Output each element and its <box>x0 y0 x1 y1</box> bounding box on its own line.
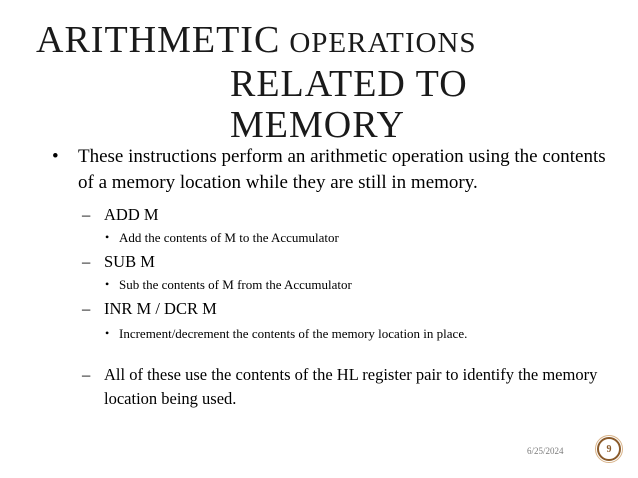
slide-title <box>36 20 477 146</box>
title-line-1 <box>36 20 477 64</box>
sub-sub-bullet-sub-desc-text: Sub the contents of M from the Accumulator <box>119 277 352 292</box>
dash-mark: – <box>82 252 91 271</box>
sub-sub-bullet-add-desc-text: Add the contents of M to the Accumulator <box>119 230 339 245</box>
bullet-dot: • <box>105 230 110 244</box>
slide-body <box>48 144 608 411</box>
footer-date: 6/25/2024 <box>527 446 564 456</box>
sub-bullet-inr-text: INR M / DCR M <box>104 299 217 318</box>
sub-sub-bullet-inr-desc-text: Increment/decrement the contents of the memory location in place. <box>119 326 468 341</box>
sub-bullet-all-text: All of these use the contents of the HL register pair to identify the memory location being used. <box>104 365 598 408</box>
sub-bullet-sub-text: SUB M <box>104 252 155 271</box>
sub-sub-bullet-inr-desc <box>48 324 608 343</box>
title-line-3: MEMORY <box>230 104 405 146</box>
sub-bullet-all <box>48 363 608 411</box>
title-word-operations: OPERATIONS <box>289 27 477 59</box>
sub-sub-bullet-add-desc <box>48 228 608 247</box>
dash-mark: – <box>82 299 91 318</box>
sub-bullet-add-text: ADD M <box>104 205 159 224</box>
sub-bullet-inr <box>48 298 608 320</box>
title-word-arithmetic: ARITHMETIC <box>36 19 281 61</box>
title-line-2: RELATED TO <box>230 63 468 105</box>
bullet-dot: • <box>105 277 110 291</box>
bullet-dot: • <box>105 326 110 340</box>
sub-bullet-add <box>48 204 608 226</box>
sub-sub-bullet-sub-desc <box>48 275 608 294</box>
bullet-main <box>48 144 608 196</box>
bullet-main-text: These instructions perform an arithmetic operation using the contents of a memory location while they are still in memory. <box>78 146 606 193</box>
page-number-badge: 9 <box>597 437 621 461</box>
bullet-dot: • <box>52 146 59 167</box>
dash-mark: – <box>82 205 91 224</box>
dash-mark: – <box>82 365 91 384</box>
sub-bullet-sub <box>48 251 608 273</box>
